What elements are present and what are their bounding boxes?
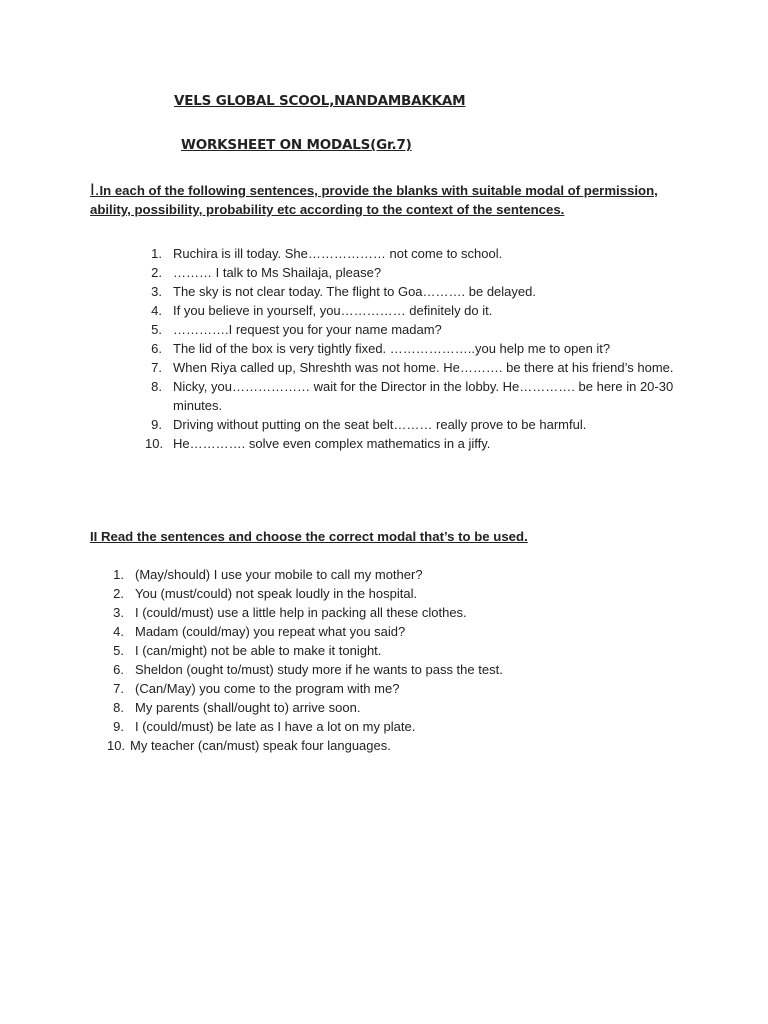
list-item: [150, 339, 675, 358]
section-1-roman-numeral: I.: [90, 180, 100, 199]
item-number: 6.: [113, 662, 124, 677]
section-1-heading: [90, 180, 680, 219]
list-item: [150, 244, 675, 263]
item-number: 2.: [151, 265, 162, 280]
list-item: [150, 282, 675, 301]
list-item: [112, 679, 672, 698]
list-item: [112, 660, 672, 679]
list-item: [112, 565, 672, 584]
list-item: [112, 717, 672, 736]
item-number: 1.: [151, 246, 162, 261]
list-item: [112, 698, 672, 717]
item-number: 5.: [151, 322, 162, 337]
list-item: [112, 603, 672, 622]
item-number: 2.: [113, 586, 124, 601]
item-text: You (must/could) not speak loudly in the hospital.: [135, 586, 418, 601]
item-number: 3.: [151, 284, 162, 299]
item-text: My parents (shall/ought to) arrive soon.: [135, 700, 361, 715]
list-item: [150, 301, 675, 320]
item-text: My teacher (can/must) speak four languages.: [130, 738, 391, 753]
item-text: (Can/May) you come to the program with me?: [135, 681, 400, 696]
section-1-instruction: In each of the following sentences, provide the blanks with suitable modal of permission, ability, possibility, probability etc according to the context of the sentences.: [90, 183, 658, 217]
item-number: 5.: [113, 643, 124, 658]
item-number: 10.: [107, 738, 126, 753]
item-number: 7.: [151, 360, 162, 375]
item-text: I (could/must) use a little help in packing all these clothes.: [135, 605, 467, 620]
item-text: When Riya called up, Shreshth was not home. He………. be there at his friend’s home.: [173, 360, 674, 375]
worksheet-title: WORKSHEET ON MODALS(Gr.7): [181, 137, 412, 153]
list-item: [150, 377, 675, 415]
item-text: The lid of the box is very tightly fixed. ………………..you help me to open it?: [173, 341, 611, 356]
item-text: Ruchira is ill today. She……………… not come to school.: [173, 246, 503, 261]
item-text: The sky is not clear today. The flight to Goa………. be delayed.: [173, 284, 536, 299]
list-item: [150, 358, 675, 377]
item-text: Madam (could/may) you repeat what you said?: [135, 624, 406, 639]
item-number: 7.: [113, 681, 124, 696]
list-item: [112, 622, 672, 641]
list-item: [112, 641, 672, 660]
item-number: 4.: [113, 624, 124, 639]
item-text: ………….I request you for your name madam?: [173, 322, 442, 337]
item-number: 9.: [151, 417, 162, 432]
item-text: Sheldon (ought to/must) study more if he wants to pass the test.: [135, 662, 503, 677]
item-text: I (could/must) be late as I have a lot on my plate.: [135, 719, 416, 734]
item-number: 1.: [113, 567, 124, 582]
item-number: 8.: [151, 379, 162, 394]
item-text: Nicky, you……………… wait for the Director in the lobby. He…………. be here in 20-30 minutes.: [173, 379, 674, 413]
section-2-heading: II Read the sentences and choose the correct modal that’s to be used.: [90, 529, 528, 544]
list-item: [150, 415, 675, 434]
item-number: 9.: [113, 719, 124, 734]
item-text: He…………. solve even complex mathematics in a jiffy.: [173, 436, 491, 451]
item-number: 3.: [113, 605, 124, 620]
item-number: 10.: [145, 436, 164, 451]
item-text: Driving without putting on the seat belt……… really prove to be harmful.: [173, 417, 587, 432]
item-text: (May/should) I use your mobile to call my mother?: [135, 567, 423, 582]
list-item: [145, 434, 675, 453]
section-1-question-list: [145, 244, 675, 453]
list-item: [150, 263, 675, 282]
list-item: [112, 584, 672, 603]
list-item: [150, 320, 675, 339]
item-text: If you believe in yourself, you…………… definitely do it.: [173, 303, 493, 318]
item-number: 6.: [151, 341, 162, 356]
school-title: VELS GLOBAL SCOOL,NANDAMBAKKAM: [174, 93, 466, 109]
item-text: I (can/might) not be able to make it tonight.: [135, 643, 382, 658]
item-text: ……… I talk to Ms Shailaja, please?: [173, 265, 382, 280]
list-item: [107, 736, 672, 755]
section-2-question-list: [107, 565, 672, 755]
item-number: 8.: [113, 700, 124, 715]
item-number: 4.: [151, 303, 162, 318]
